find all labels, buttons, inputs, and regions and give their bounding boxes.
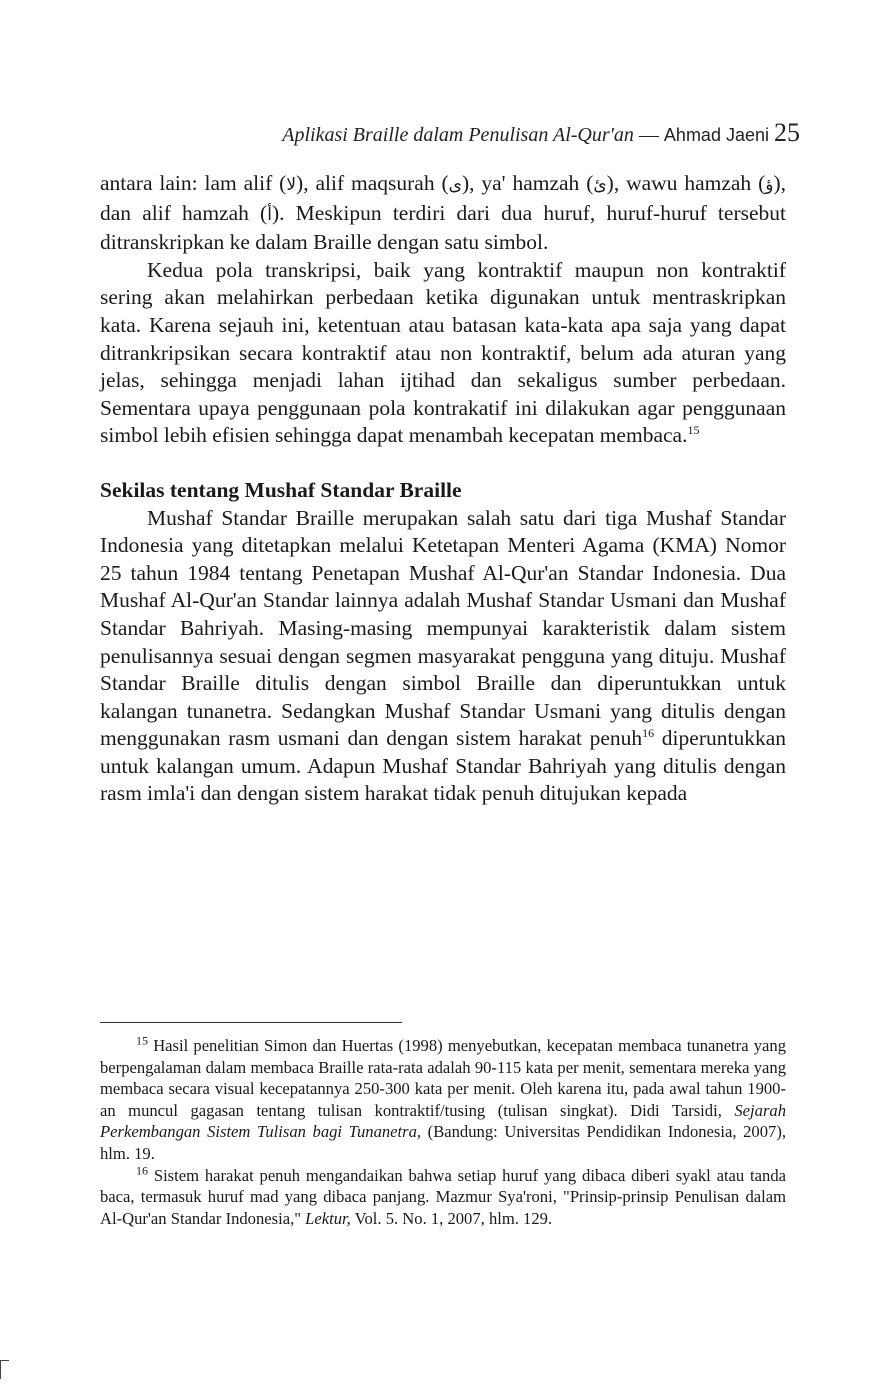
p1-text-a: antara lain: lam alif ( (100, 171, 287, 195)
arabic-ya-hamzah: ئ (593, 175, 607, 195)
header-dash: — (633, 124, 664, 146)
arabic-wawu-hamzah: ؤ (765, 175, 774, 195)
running-header (282, 118, 800, 148)
paragraph-1 (100, 170, 786, 257)
arabic-alif-maqsurah: ى (448, 175, 462, 195)
arabic-lam-alif: لا (286, 175, 297, 195)
footnotes (100, 1035, 786, 1229)
p3-text-b: diperuntukkan untuk kalangan umum. Adapun Mushaf Standar Bahriyah yang ditulis dengan rasm imla'i dan dengan sistem harakat tidak penuh ditujukan kepada (100, 726, 786, 806)
footnote-15-text-b: (Bandung: Universitas Pendidikan Indonesia, 2007), hlm. 19. (100, 1122, 786, 1163)
p3-text-a: Mushaf Standar Braille merupakan salah satu dari tiga Mushaf Standar Indonesia yang ditetapkan melalui Ketetapan Menteri Agama (KMA) Nomor 25 tahun 1984 tentang Penetapan Mushaf Al-Qur'an Standar Indonesia. Dua Mushaf Al-Qur'an Standar lainnya adalah Mushaf Standar Usmani dan Mushaf Standar Bahriyah. Masing-masing mempunyai karakteristik dalam sistem penulisannya sesuai dengan segmen masyarakat pengguna yang dituju. Mushaf Standar Braille ditulis dengan simbol Braille dan diperuntukkan untuk kalangan tunanetra. Sedangkan Mushaf Standar Usmani yang ditulis dengan menggunakan rasm usmani dan dengan sistem harakat penuh (100, 505, 786, 751)
footnote-15-number: 15 (136, 1033, 148, 1048)
page-number: 25 (774, 118, 800, 147)
p2-text: Kedua pola transkripsi, baik yang kontraktif maupun non kontraktif sering akan melahirkan perbedaan ketika digunakan untuk mentraskripkan kata. Karena sejauh ini, ketentuan atau batasan kata-kata apa saja yang dapat ditrankripsikan secara kontraktif atau non kontraktif, belum ada aturan yang jelas, sehingga menjadi lahan ijtihad dan sekaligus sumber perbedaan. Sementara upaya penggunaan pola kontrakatif ini dilakukan agar penggunaan simbol lebih efisien sehingga dapat menambah kecepatan membaca. (100, 257, 786, 448)
footnote-16-number: 16 (136, 1163, 148, 1178)
footnote-separator (100, 1022, 402, 1023)
header-title: Aplikasi Braille dalam Penulisan Al-Qur'an (282, 124, 634, 146)
footnote-16-text-b: Vol. 5. No. 1, 2007, hlm. 129. (350, 1208, 553, 1228)
footnote-15-title: Sejarah Perkembangan Sistem Tulisan bagi Tunanetra, (100, 1100, 786, 1142)
p1-text-e: ), dan alif hamzah ( (100, 171, 786, 225)
footnote-15 (100, 1035, 786, 1165)
p1-text-c: ), ya' hamzah ( (461, 171, 594, 195)
main-text (100, 170, 786, 808)
footnote-16-text-a: Sistem harakat penuh mengandaikan bahwa setiap huruf yang dibaca diberi syakl atau tanda baca, termasuk huruf mad yang dibaca panjang. Mazmur Sya'roni, "Prinsip-prinsip Penulisan dalam Al-Qur'an Standar Indonesia," (100, 1165, 786, 1228)
footnote-16-title: Lektur, (305, 1208, 351, 1228)
footnote-16 (100, 1165, 786, 1230)
footnote-ref-16[interactable]: 16 (642, 726, 655, 741)
p1-text-f: ). Meskipun terdiri dari dua huruf, huruf-huruf tersebut ditranskripkan ke dalam Braille dengan satu simbol. (100, 200, 786, 255)
paragraph-2 (100, 257, 786, 450)
p1-text-b: ), alif maqsurah ( (296, 171, 449, 195)
crop-mark (0, 1360, 9, 1379)
section-heading: Sekilas tentang Mushaf Standar Braille (100, 477, 462, 502)
footnote-15-text-a: Hasil penelitian Simon dan Huertas (1998) menyebutkan, kecepatan membaca tunanetra yang berpengalaman dalam membaca Braille rata-rata adalah 90-115 kata per menit, sementara mereka yang membaca secara visual kecepatannya 250-300 kata per menit. Oleh karena itu, pada awal tahun 1900-an muncul gagasan tentang tulisan kontraktif/tusing (tulisan singkat). Didi Tarsidi, (100, 1036, 786, 1120)
header-author: Ahmad Jaeni (663, 125, 769, 145)
paragraph-3 (100, 505, 786, 809)
p1-text-d: ), wawu hamzah ( (606, 171, 766, 195)
footnote-ref-15[interactable]: 15 (687, 423, 700, 438)
arabic-alif-hamzah: أ (267, 204, 272, 225)
